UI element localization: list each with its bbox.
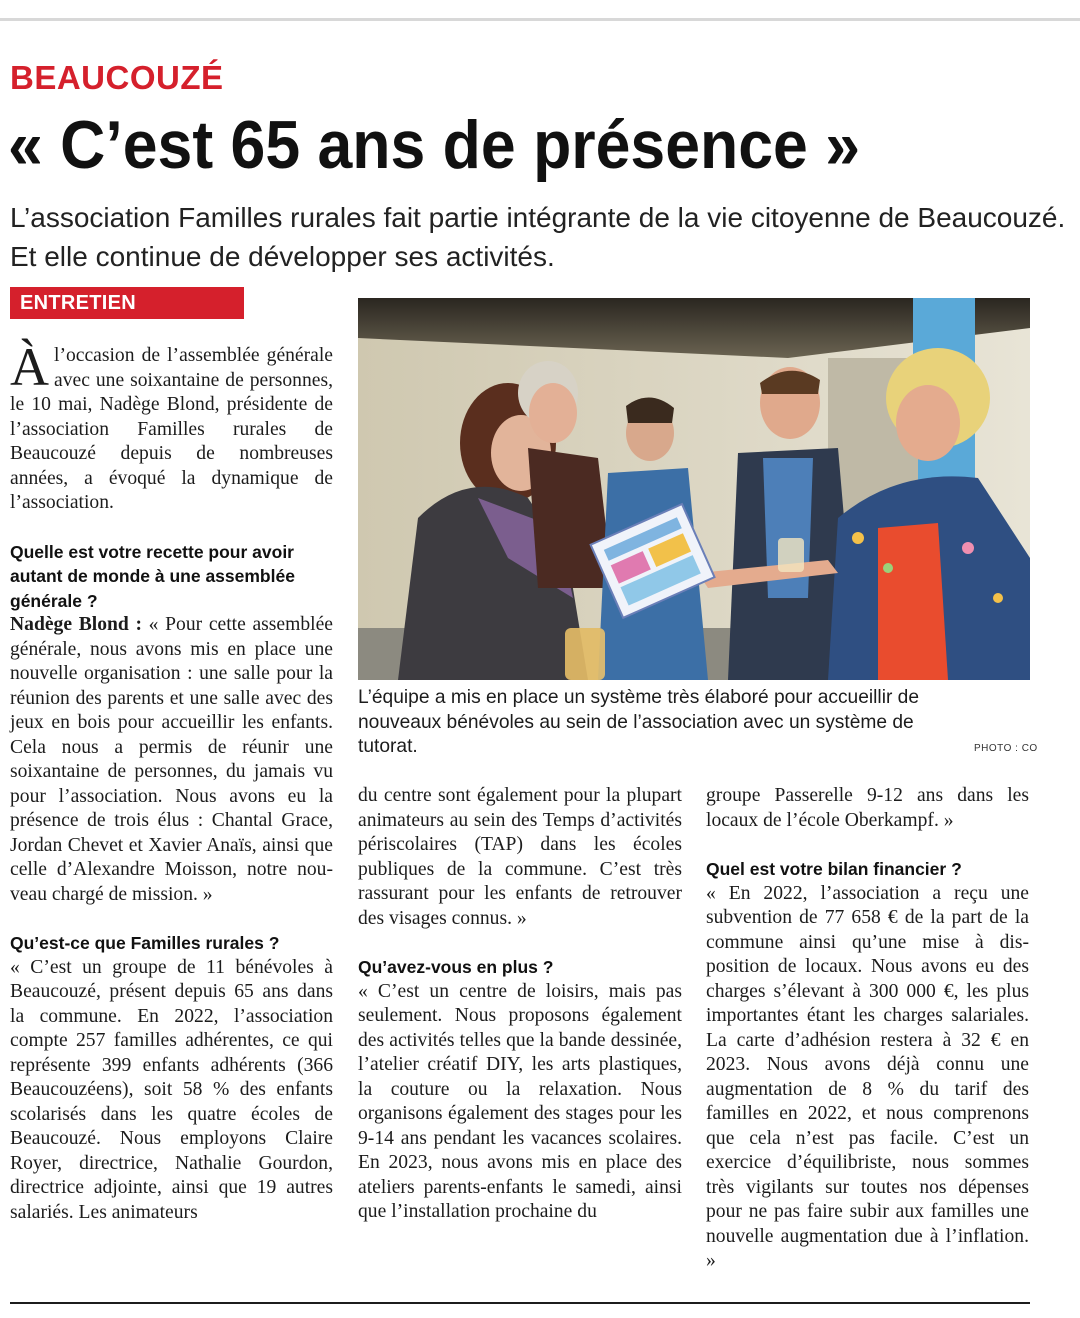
answer-2: « C’est un groupe de 11 bénévoles à Beaucouzé, présent depuis 65 ans dans la commune. En 2022, l’association compte 257 familles adhérentes, ce qui représente 399 enfants adhérents (366 Beaucouzéens), soit 58 % des enfants scolarisés dans les quatre écoles de Beaucouzé. Nous employons Claire Royer, directrice, Nathalie Gourdon, directrice adjointe, ainsi que 19 autres salariés. Les animateurs [10, 956, 333, 1223]
answer-3: « C’est un centre de loisirs, mais pas seulement. Nous proposons également des activités telles que la bande dessinée, l’atelier créatif DIY, les arts plastiques, la couture ou la relaxation. Nous organisons également des stages pour les 9-14 ans pendant les vacances scolaires. En 2023, nous avons mis en place des ateliers parents-enfants le samedi, ainsi que l’installation prochaine du [358, 980, 682, 1222]
answer-1-text: « Pour cette assemblée générale, nous avons mis en place une nouvelle organisation : une salle pour la réunion des parents et une salle avec des jeux en bois pour accueillir les enfants. Cela nous a permis de réunir une soixantaine de personnes, du jamais vu pour l’association. Nous avons eu la présence de trois élus : Chantal Grace, Jordan Chevet et Xavier Anaïs, ainsi que celle d’Alexandre Moisson, notre nouveau chargé de mission. » [10, 614, 333, 905]
column-1 [10, 337, 333, 1225]
section-tag: ENTRETIEN [10, 287, 244, 319]
kicker-location: BEAUCOUZÉ [10, 59, 224, 96]
answer-4: « En 2022, l’association a reçu une subvention de 77 658 € de la part de la commune ainsi qu’une mise à disposition de locaux. Nous avons eu des charges s’élevant à 300 000 €, les plus importantes étant les charges salariales. La carte d’adhésion restera à 32 € en 2023. Nous avons déjà connu une augmentation de 8 % du tarif des familles en 2022, et nous comprenons que cela n’est pas facile. C’est un exercice d’équilibriste, nous sommes très vigilants sur toutes nos dépenses pour ne pas faire subir aux familles une nouvelle augmentation due à l’inflation. » [706, 882, 1029, 1271]
answer-2-continued: du centre sont également pour la plupart animateurs au sein des Temps d’activités périscolaires (TAP) dans les écoles publiques de la commune. C’est très rassurant pour les enfants de retrouver des visages connus. » [358, 785, 682, 929]
headline: « C’est 65 ans de présence » [8, 107, 860, 183]
dropcap: À [10, 337, 49, 397]
column-2 [358, 784, 682, 1225]
answer-3-continued: groupe Passerelle 9-12 ans dans les locaux de l’école Oberkampf. » [706, 785, 1029, 831]
question-4: Quel est votre bilan financier ? [706, 859, 962, 879]
answer-1-speaker: Nadège Blond : [10, 614, 142, 635]
answer-1 [10, 613, 333, 907]
standfirst: L’association Familles rurales fait partie intégrante de la vie citoyenne de Beaucouzé. Et elle continue de développer ses activités. [10, 202, 1066, 272]
photo-caption: L’équipe a mis en place un système très élaboré pour accueillir de nouveaux bénévoles au sein de l’association avec un système de tutorat. [358, 687, 920, 757]
column-3 [706, 784, 1029, 1274]
bottom-rule [10, 1302, 1030, 1304]
article-photo [358, 298, 1030, 680]
intro-text: l’occasion de l’assemblée générale avec une soixantaine de personnes, le 10 mai, Nadège Blond, présidente de l’association Familles rurales de Beaucouzé depuis de nombreuses années, a évoqué la dynamique de l’association. [10, 345, 333, 513]
question-3: Qu’avez-vous en plus ? [358, 957, 554, 977]
photo-illustration [358, 298, 1030, 680]
top-rule [0, 18, 1080, 21]
photo-credit: PHOTO : CO [974, 743, 1038, 754]
question-1: Quelle est votre recette pour avoir autant de monde à une assemblée générale ? [10, 541, 295, 611]
question-2: Qu’est-ce que Familles rurales ? [10, 933, 280, 953]
intro-paragraph [10, 337, 333, 516]
